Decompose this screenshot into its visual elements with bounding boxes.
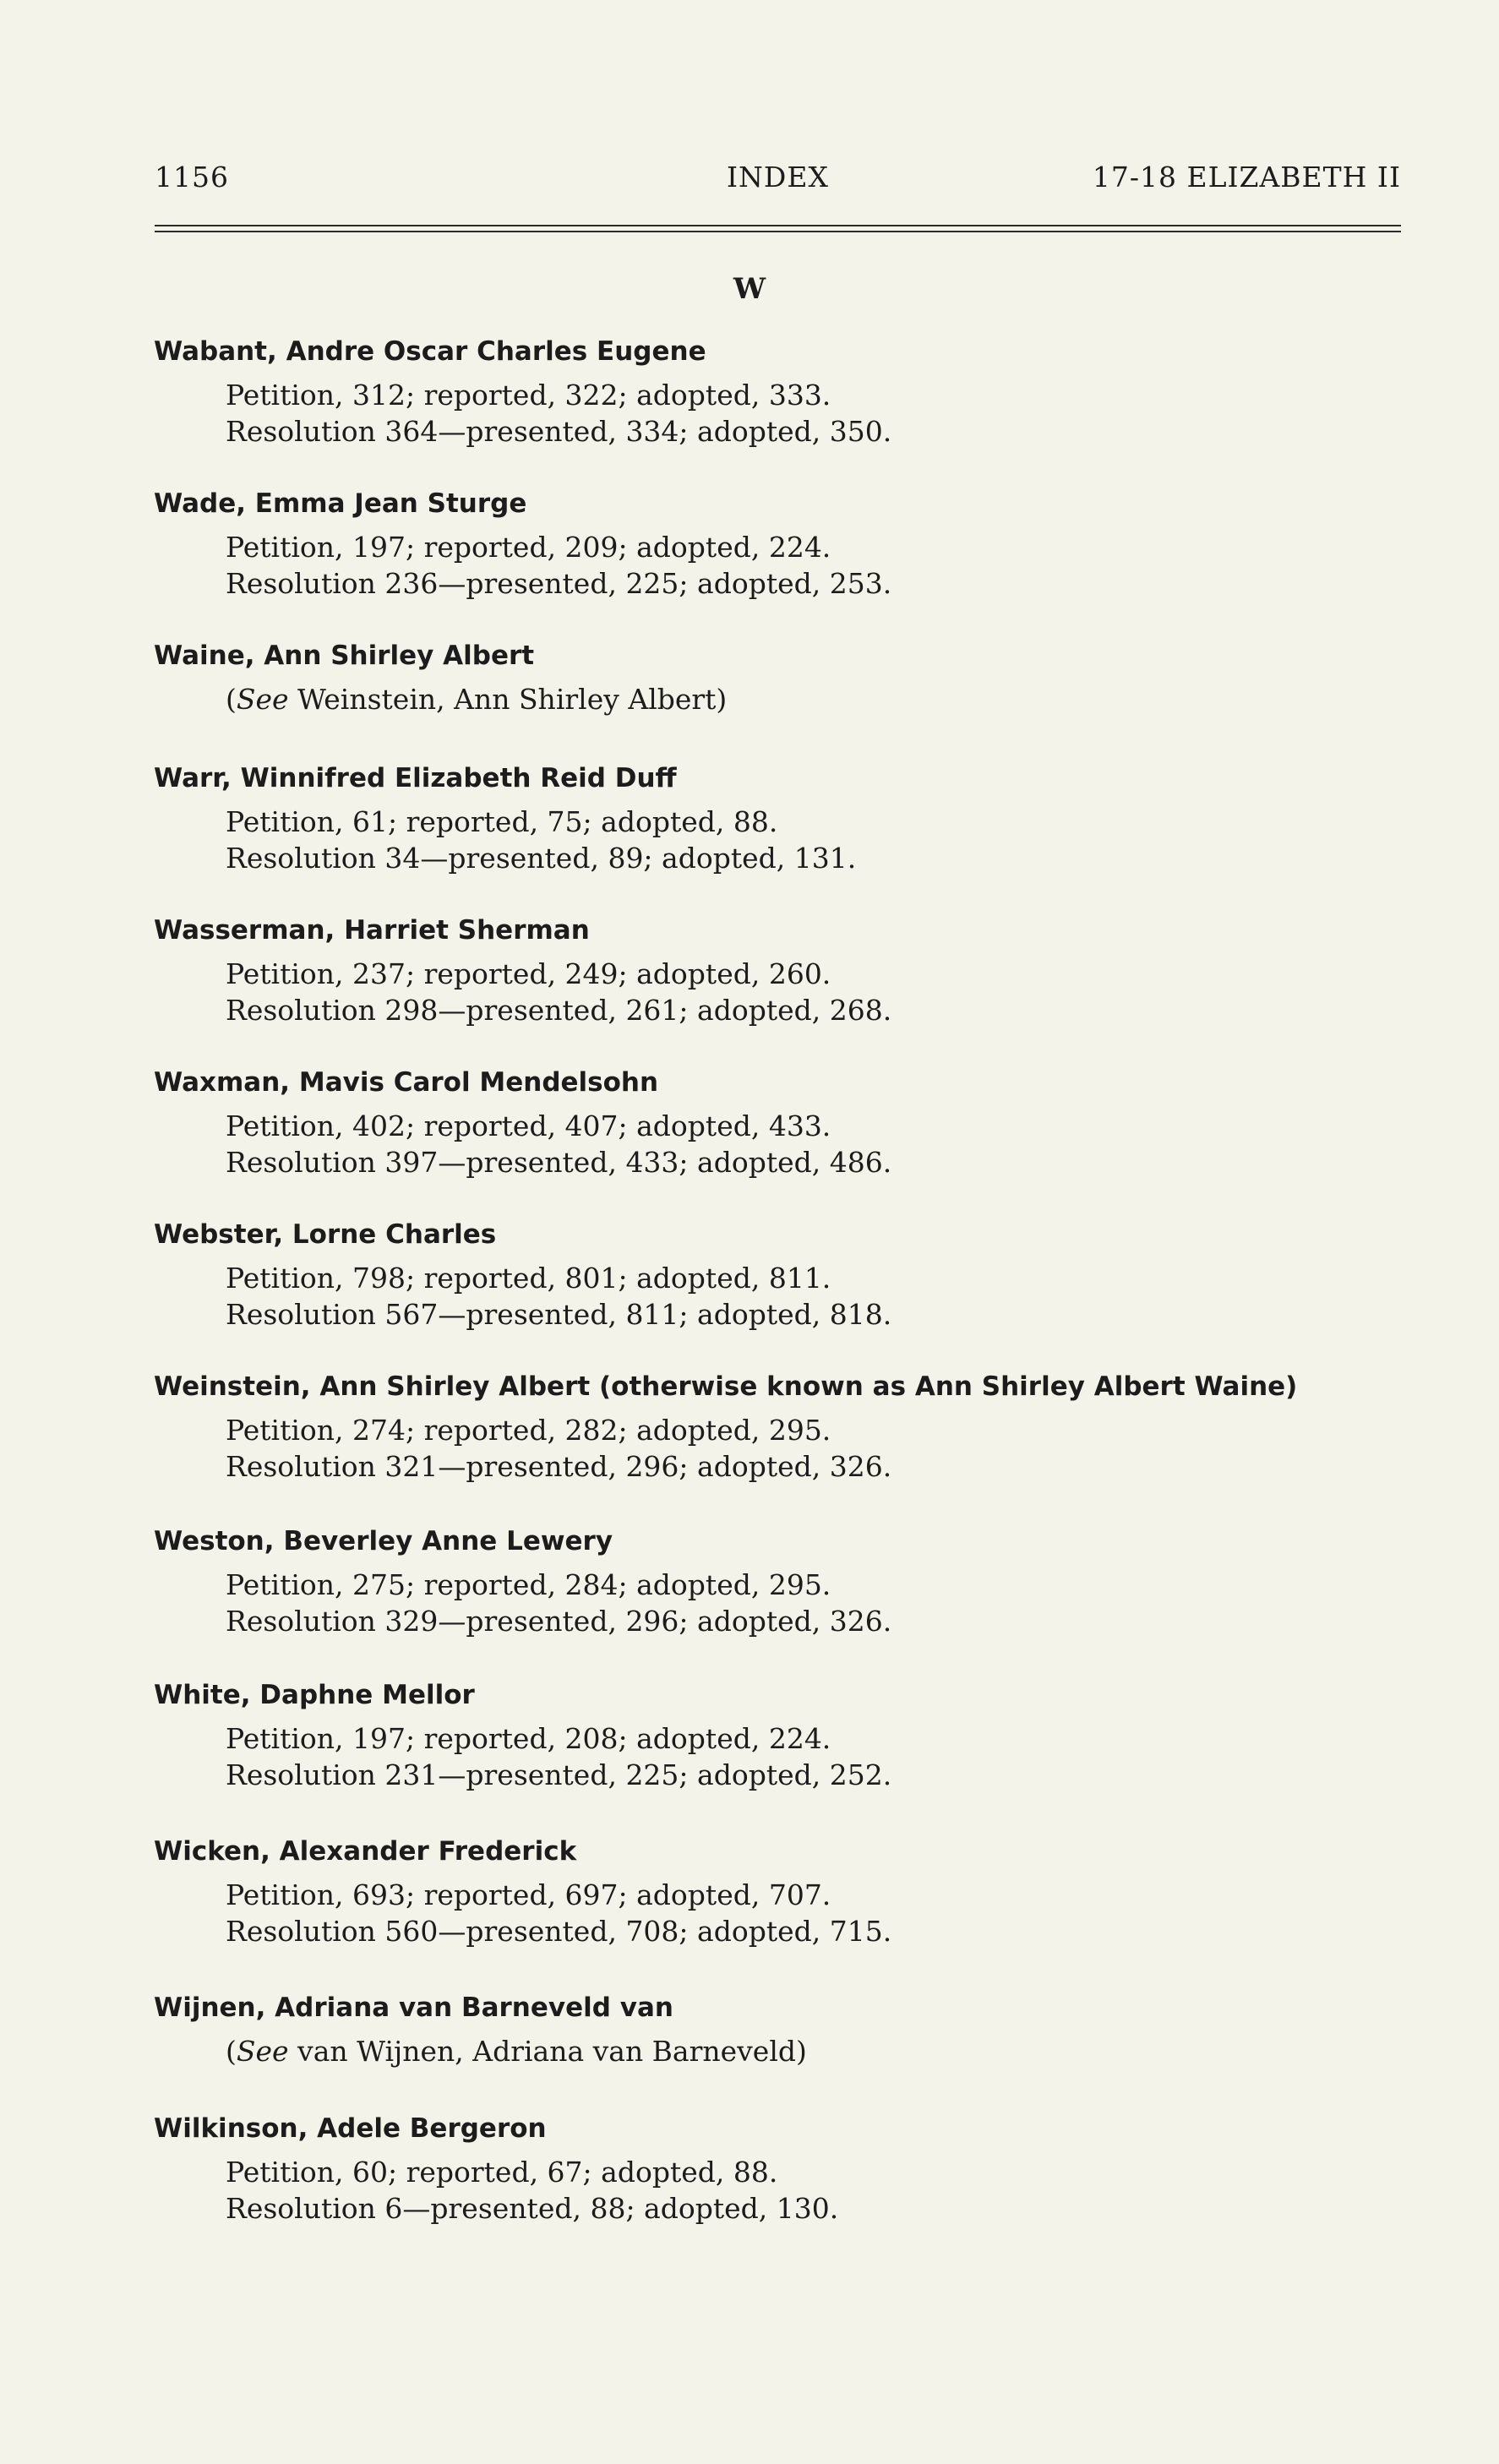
running-title: INDEX (727, 161, 829, 194)
see-target: van Wijnen, Adriana van Barneveld) (297, 2035, 807, 2068)
entry-name: Warr, Winnifred Elizabeth Reid Duff (154, 763, 677, 793)
see-target: Weinstein, Ann Shirley Albert) (297, 683, 728, 716)
entry-resolution: Resolution 236—presented, 225; adopted, 253. (226, 567, 892, 600)
entry-resolution: Resolution 364—presented, 334; adopted, 350. (226, 415, 892, 448)
entry-name: Weston, Beverley Anne Lewery (154, 1526, 613, 1556)
entry-name: White, Daphne Mellor (154, 1680, 475, 1710)
entry-name: Wasserman, Harriet Sherman (154, 915, 590, 946)
entry-petition: Petition, 237; reported, 249; adopted, 260. (226, 957, 831, 990)
entry-resolution: Resolution 560—presented, 708; adopted, 715. (226, 1915, 892, 1948)
header-rule-top (155, 225, 1401, 226)
entry-petition: Petition, 312; reported, 322; adopted, 333. (226, 379, 831, 412)
entry-name: Wicken, Alexander Frederick (154, 1836, 577, 1867)
entry-petition: Petition, 197; reported, 208; adopted, 224. (226, 1722, 831, 1755)
entry-name: Waxman, Mavis Carol Mendelsohn (154, 1067, 659, 1098)
page-header (155, 161, 1401, 203)
entry-resolution: Resolution 329—presented, 296; adopted, 326. (226, 1605, 892, 1638)
entry-resolution: Resolution 34—presented, 89; adopted, 131. (226, 842, 857, 875)
entry-petition: Petition, 197; reported, 209; adopted, 224. (226, 531, 831, 564)
entry-petition: Petition, 60; reported, 67; adopted, 88. (226, 2156, 778, 2189)
entry-resolution: Resolution 298—presented, 261; adopted, 268. (226, 994, 892, 1027)
entry-name: Weinstein, Ann Shirley Albert (otherwise known as Ann Shirley Albert Waine) (154, 1371, 1298, 1402)
entry-petition: Petition, 798; reported, 801; adopted, 811. (226, 1262, 831, 1295)
entry-name: Wijnen, Adriana van Barneveld van (154, 1992, 673, 2023)
entry-resolution: Resolution 231—presented, 225; adopted, 252. (226, 1758, 892, 1791)
see-word: See (236, 2035, 289, 2068)
page-number: 1156 (155, 161, 229, 194)
entry-petition: Petition, 274; reported, 282; adopted, 295. (226, 1414, 831, 1447)
entry-resolution: Resolution 567—presented, 811; adopted, 818. (226, 1298, 892, 1331)
entry-resolution: Resolution 321—presented, 296; adopted, 326. (226, 1450, 892, 1483)
entry-resolution: Resolution 397—presented, 433; adopted, 486. (226, 1146, 892, 1179)
header-rule-bottom (155, 231, 1401, 232)
entry-cross-reference: (See Weinstein, Ann Shirley Albert) (226, 683, 728, 716)
entry-name: Wilkinson, Adele Bergeron (154, 2113, 547, 2144)
see-word: See (236, 683, 289, 716)
entry-name: Webster, Lorne Charles (154, 1219, 497, 1250)
entry-resolution: Resolution 6—presented, 88; adopted, 130. (226, 2192, 839, 2225)
volume-label: 17-18 ELIZABETH II (1092, 161, 1401, 194)
entry-name: Wade, Emma Jean Sturge (154, 488, 527, 519)
entry-petition: Petition, 402; reported, 407; adopted, 433. (226, 1109, 831, 1142)
entry-cross-reference: (See van Wijnen, Adriana van Barneveld) (226, 2035, 807, 2068)
entry-name: Waine, Ann Shirley Albert (154, 641, 535, 671)
entry-petition: Petition, 275; reported, 284; adopted, 295. (226, 1568, 831, 1601)
entry-petition: Petition, 693; reported, 697; adopted, 707. (226, 1878, 831, 1911)
entry-name: Wabant, Andre Oscar Charles Eugene (154, 336, 706, 367)
entry-petition: Petition, 61; reported, 75; adopted, 88. (226, 805, 778, 838)
section-letter: W (733, 272, 766, 306)
